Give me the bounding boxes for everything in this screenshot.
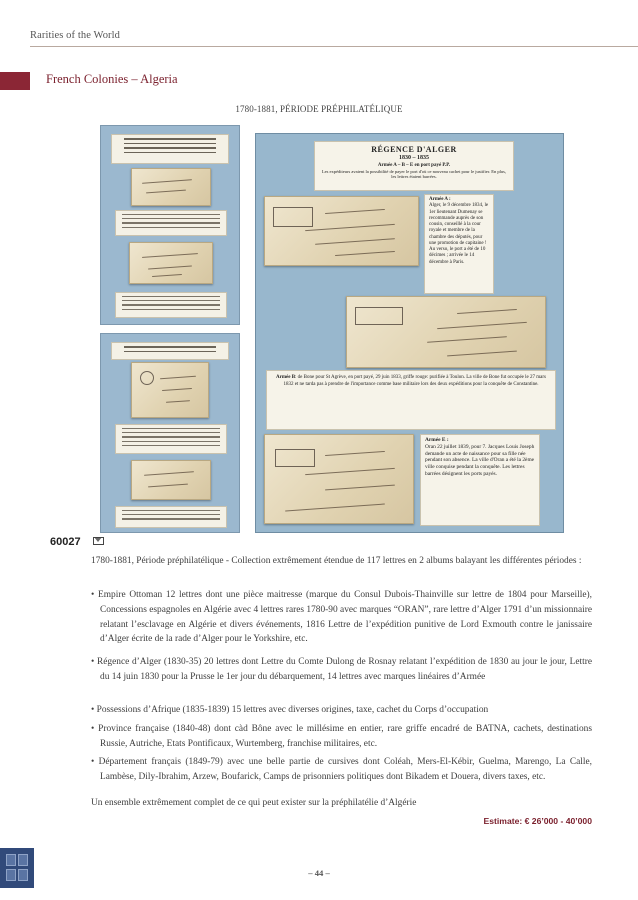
lot-bullet-regence: • Régence d’Alger (1830-35) 20 lettres dont Lettre du Comte Dulong de Rosnay relatant l’expédition de 1830 au jour le jour, Lettre du 14 juin 1830 pour la Prusse le 1er jour du débarquement, 14 lettres avec marques linéaires d’Armée xyxy=(91,657,592,682)
album-page-regence-alger xyxy=(255,133,564,533)
album-page-province-francaise xyxy=(100,333,240,533)
album-title: RÉGENCE D'ALGER xyxy=(371,145,457,154)
period-heading: 1780-1881, PÉRIODE PRÉPHILATÉLIQUE xyxy=(235,104,403,114)
letter-armee-e xyxy=(264,434,414,524)
section-marker xyxy=(0,72,30,90)
letter-armee-b xyxy=(346,296,546,368)
header-rule xyxy=(30,46,638,47)
section-title: French Colonies – Algeria xyxy=(46,72,178,86)
letter-armee-a xyxy=(264,196,419,266)
page-number: – 44 – xyxy=(308,868,330,878)
running-title: Rarities of the World xyxy=(30,30,121,41)
caption-armee-b-title: Armée B xyxy=(276,375,296,380)
album-subtitle: Armée A – B – E en port payé P.P. xyxy=(377,163,451,168)
caption-armee-a-title: Armée A : xyxy=(429,197,451,202)
album-title-box xyxy=(314,141,514,191)
caption-armee-b-text: : de Bone pour St Agrève, en port payé, 29 juin 1833, griffe rouge: purifiée à Toulon. La ville de Bone fut occupée le 27 mars 1832 et ne tarda pas à prendre de l'importance comme base militaire lors des deux expéditions pour la conquête de Constantine. xyxy=(283,375,546,387)
lot-bullet-departement: • Département français (1849-79) avec une belle partie de cursives dont Coléah, Mers-El-Kébir, Guelma, Marengo, La Calle, Lambèse, Dily-Ibrahim, Arzew, Boufarick, Camps de prisonniers politiques dont Bikadem et Douera, divers taxes, etc. xyxy=(91,757,592,782)
lot-bullet-empire-ottoman: • Empire Ottoman 12 lettres dont une pièce maitresse (marque du Consul Dubois-Thainville sur lettre de 1804 pour Marseille), Concessions espagnoles en Algérie avec 4 lettres rares 1780-90 avec marques “ORAN”, rare lettre d’Alger 1791 d’un missionnaire relatant l’esclavage en Algérie et divers événements, 1816 Lettre de l’expédition punitive de Lord Exmouth contre le janissaire d’Alger écrite de la rade d’Alger pour le Yorkshire, etc. xyxy=(91,590,592,645)
caption-armee-a-text: Alger, le 9 décembre 1834, le 1er lieutenant Dumenay se recommande auprès de son cousin, conseillé à la cour royale et membre de la chambre des députés, pour une promotion de capitaine ! Au verso, le port a été de 10 décimes ; arrivée le 14 décembre à Paris. xyxy=(429,203,489,265)
album-intro: Les expéditeurs avaient la possibilité de payer le port d'où ce nouveau cachet pour le justifier. En plus, les lettres étaient barrées. xyxy=(321,169,507,180)
lot-bullet-province: • Province française (1840-48) dont càd Bône avec le millésime en entier, rare griffe encadré de BATNA, cachets, destinations Russie, Autriche, Etats Pontificaux, Wurtemberg, franchise militaires, etc. xyxy=(91,724,592,749)
letter-image xyxy=(131,460,211,500)
caption-armee-e-title: Armée E : xyxy=(425,437,449,443)
album-dates: 1830 – 1835 xyxy=(399,155,429,161)
letter-image xyxy=(131,168,211,206)
caption-armee-b xyxy=(266,370,556,430)
lot-bullet-possessions: • Possessions d’Afrique (1835-1839) 15 lettres avec diverses origines, taxe, cachet du Corps d’occupation xyxy=(91,705,489,715)
caption-armee-a xyxy=(424,194,494,294)
caption-armee-e xyxy=(420,434,540,526)
lot-number: 60027 xyxy=(50,536,81,548)
lot-estimate: Estimate: € 26’000 - 40’000 xyxy=(483,816,592,826)
lot-closing: Un ensemble extrêmement complet de ce qui peut exister sur la préphilatélie d’Algérie xyxy=(91,798,417,808)
letter-image xyxy=(131,362,209,418)
album-page-empire-ottoman xyxy=(100,125,240,325)
envelope-icon xyxy=(93,537,104,545)
lot-intro: 1780-1881, Période préphilatélique - Collection extrêmement étendue de 117 lettres en 2 albums balayant les différentes périodes : xyxy=(91,556,582,566)
caption-armee-e-text: Oran 22 juillet 1839, pour 7. Jacques Louis Joseph demande un acte de naissance pour sa fille née pendant son absence. La ville d'Oran a été la 2ème ville conquise pendant la conquête. Les lettres barrées désignent les ports payés. xyxy=(425,443,535,477)
letter-image xyxy=(129,242,213,284)
